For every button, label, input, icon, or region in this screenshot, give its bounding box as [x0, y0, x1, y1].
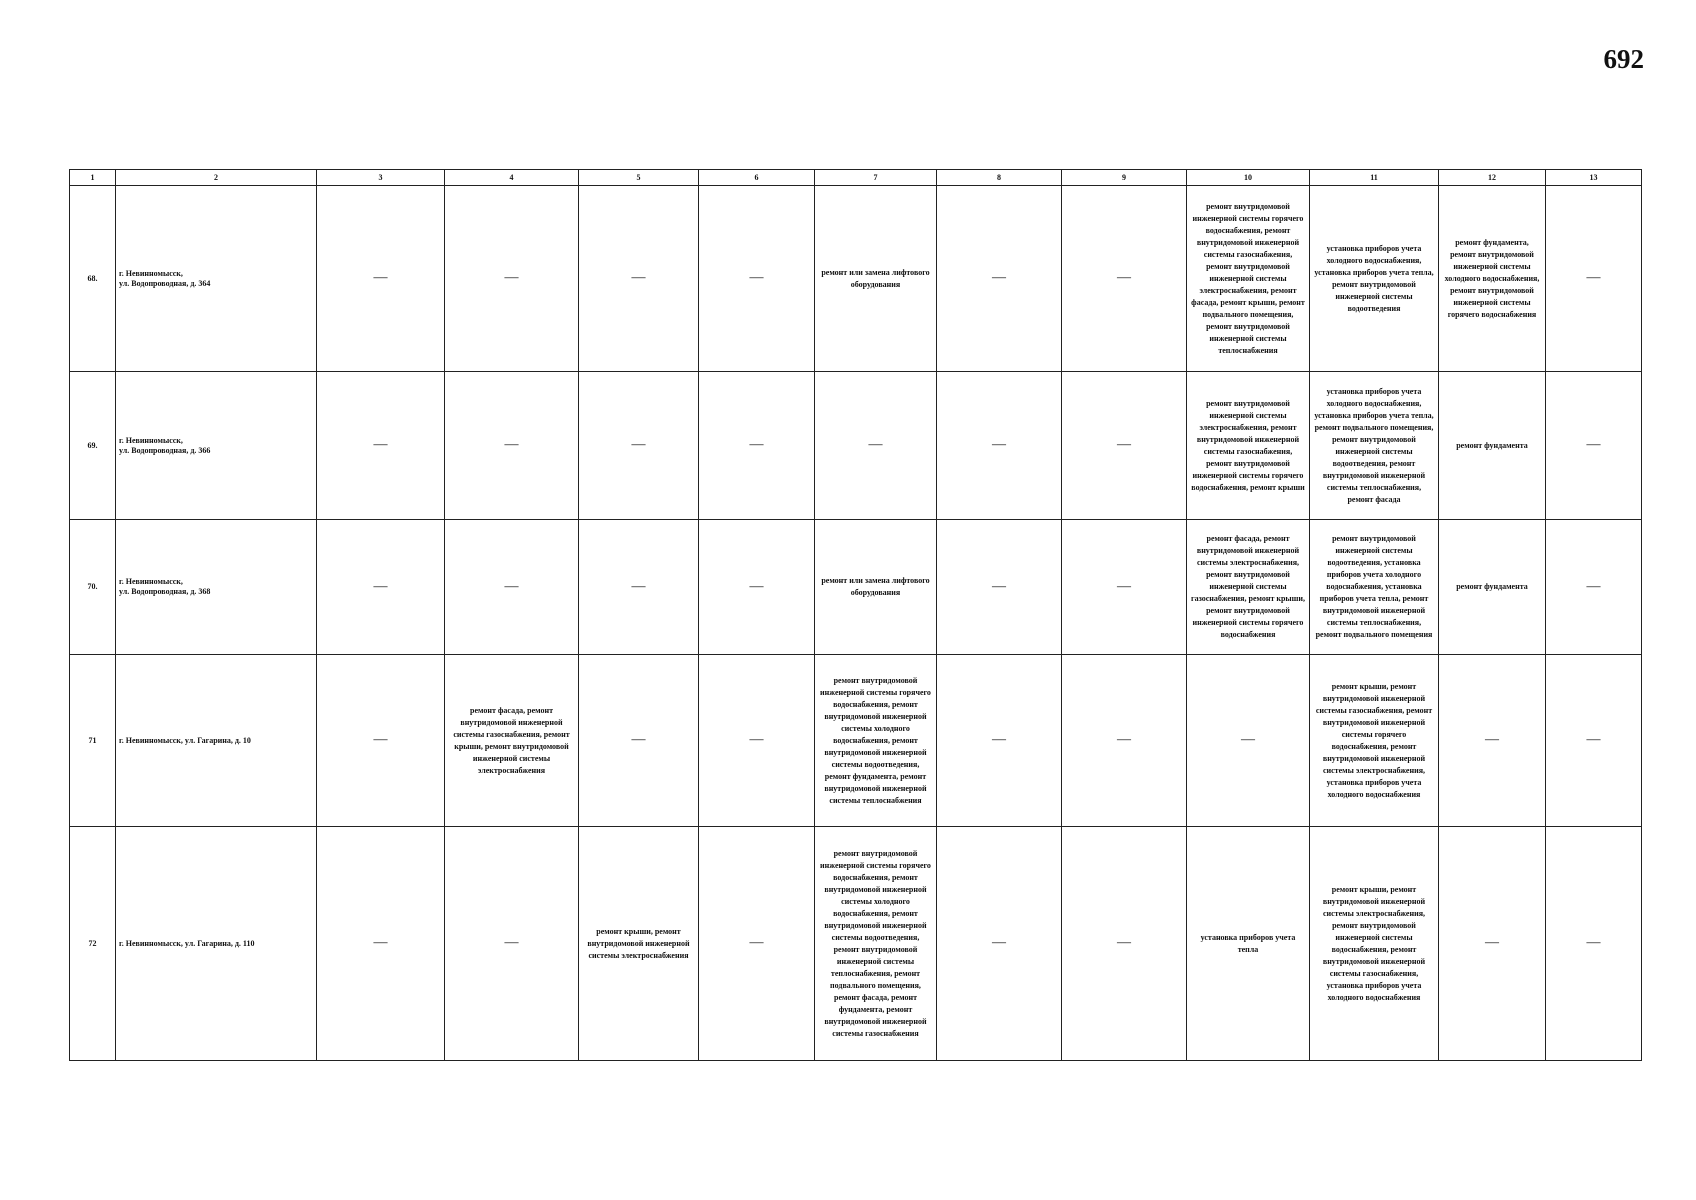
cell-6: —: [699, 520, 815, 655]
cell-6: —: [699, 655, 815, 827]
cell-11: ремонт крыши, ремонт внутридомовой инженерной системы газоснабжения, ремонт внутридомовой инженерной системы горячего водоснабжения, ремонт внутридомовой инженерной системы электроснабжения, установка приборов учета холодного водоснабжения: [1310, 655, 1439, 827]
cell-9: —: [1062, 827, 1187, 1061]
cell-4: —: [445, 186, 579, 372]
col-header-13: 13: [1546, 170, 1642, 186]
cell-13: —: [1546, 520, 1642, 655]
cell-3: —: [317, 655, 445, 827]
col-header-2: 2: [116, 170, 317, 186]
address-text: г. Невинномысск, ул. Гагарина, д. 110: [119, 938, 255, 948]
cell-3: —: [317, 372, 445, 520]
cell-9: —: [1062, 186, 1187, 372]
table-row: [70, 655, 1642, 827]
cell-12: ремонт фундамента: [1439, 372, 1546, 520]
row-number: 69.: [70, 372, 116, 520]
cell-3: —: [317, 520, 445, 655]
cell-10: ремонт внутридомовой инженерной системы электроснабжения, ремонт внутридомовой инженерной системы газоснабжения, ремонт внутридомовой инженерной системы горячего водоснабжения, ремонт крыши: [1187, 372, 1310, 520]
cell-3: —: [317, 186, 445, 372]
table-row: [70, 520, 1642, 655]
col-header-9: 9: [1062, 170, 1187, 186]
cell-6: —: [699, 372, 815, 520]
address-cell: [116, 827, 317, 1061]
col-header-7: 7: [815, 170, 937, 186]
row-number: 71: [70, 655, 116, 827]
col-header-6: 6: [699, 170, 815, 186]
cell-4: —: [445, 520, 579, 655]
cell-3: —: [317, 827, 445, 1061]
address-text: г. Невинномысск, ул. Водопроводная, д. 366: [119, 435, 211, 455]
page-number: 692: [1603, 44, 1644, 74]
table-row: [70, 827, 1642, 1061]
cell-8: —: [937, 827, 1062, 1061]
cell-7: ремонт внутридомовой инженерной системы горячего водоснабжения, ремонт внутридомовой инженерной системы холодного водоснабжения, ремонт внутридомовой инженерной системы водоотведения, ремонт внутридомовой инженерной системы теплоснабжения, ремонт подвального помещения, ремонт фасада, ремонт фундамента, ремонт внутридомовой инженерной системы газоснабжения: [815, 827, 937, 1061]
cell-5: —: [579, 655, 699, 827]
address-text: г. Невинномысск, ул. Водопроводная, д. 368: [119, 577, 211, 596]
cell-7: ремонт внутридомовой инженерной системы горячего водоснабжения, ремонт внутридомовой инженерной системы холодного водоснабжения, ремонт внутридомовой инженерной системы водоотведения, ремонт фундамента, ремонт внутридомовой инженерной системы теплоснабжения: [815, 655, 937, 827]
cell-8: —: [937, 520, 1062, 655]
cell-5: —: [579, 520, 699, 655]
cell-13: —: [1546, 372, 1642, 520]
row-number: 70.: [70, 520, 116, 655]
cell-4: —: [445, 827, 579, 1061]
address-cell: [116, 186, 317, 372]
cell-10: ремонт внутридомовой инженерной системы горячего водоснабжения, ремонт внутридомовой инженерной системы газоснабжения, ремонт внутридомовой инженерной системы электроснабжения, ремонт фасада, ремонт крыши, ремонт подвального помещения, ремонт внутридомовой инженерной системы теплоснабжения: [1187, 186, 1310, 372]
cell-5: —: [579, 186, 699, 372]
address-text: г. Невинномысск, ул. Гагарина, д. 10: [119, 735, 251, 745]
cell-4: —: [445, 372, 579, 520]
row-number: 68.: [70, 186, 116, 372]
col-header-3: 3: [317, 170, 445, 186]
address-cell: [116, 520, 317, 655]
col-header-8: 8: [937, 170, 1062, 186]
cell-5: ремонт крыши, ремонт внутридомовой инженерной системы электроснабжения: [579, 827, 699, 1061]
col-header-12: 12: [1439, 170, 1546, 186]
cell-11: установка приборов учета холодного водоснабжения, установка приборов учета тепла, ремонт подвального помещения, ремонт внутридомовой инженерной системы водоотведения, ремонт внутридомовой инженерной системы теплоснабжения, ремонт фасада: [1310, 372, 1439, 520]
cell-10: установка приборов учета тепла: [1187, 827, 1310, 1061]
col-header-5: 5: [579, 170, 699, 186]
cell-12: —: [1439, 827, 1546, 1061]
address-cell: [116, 372, 317, 520]
cell-10: ремонт фасада, ремонт внутридомовой инженерной системы электроснабжения, ремонт внутридомовой инженерной системы газоснабжения, ремонт крыши, ремонт внутридомовой инженерной системы горячего водоснабжения: [1187, 520, 1310, 655]
col-header-1: 1: [70, 170, 116, 186]
cell-12: ремонт фундамента: [1439, 520, 1546, 655]
address-text: г. Невинномысск, ул. Водопроводная, д. 364: [119, 268, 211, 288]
cell-13: —: [1546, 186, 1642, 372]
cell-12: —: [1439, 655, 1546, 827]
cell-8: —: [937, 372, 1062, 520]
cell-13: —: [1546, 827, 1642, 1061]
cell-6: —: [699, 186, 815, 372]
cell-11: установка приборов учета холодного водоснабжения, установка приборов учета тепла, ремонт внутридомовой инженерной системы водоотведения: [1310, 186, 1439, 372]
cell-7: —: [815, 372, 937, 520]
cell-13: —: [1546, 655, 1642, 827]
repair-schedule-table: [69, 169, 1642, 1061]
cell-12: ремонт фундамента, ремонт внутридомовой инженерной системы холодного водоснабжения, ремонт внутридомовой инженерной системы горячего водоснабжения: [1439, 186, 1546, 372]
cell-9: —: [1062, 655, 1187, 827]
cell-6: —: [699, 827, 815, 1061]
cell-9: —: [1062, 372, 1187, 520]
cell-8: —: [937, 186, 1062, 372]
col-header-11: 11: [1310, 170, 1439, 186]
table-row: [70, 186, 1642, 372]
col-header-10: 10: [1187, 170, 1310, 186]
col-header-4: 4: [445, 170, 579, 186]
cell-8: —: [937, 655, 1062, 827]
cell-4: ремонт фасада, ремонт внутридомовой инженерной системы газоснабжения, ремонт крыши, ремонт внутридомовой инженерной системы электроснабжения: [445, 655, 579, 827]
column-number-row: [70, 170, 1642, 186]
cell-7: ремонт или замена лифтового оборудования: [815, 186, 937, 372]
cell-7: ремонт или замена лифтового оборудования: [815, 520, 937, 655]
row-number: 72: [70, 827, 116, 1061]
address-cell: [116, 655, 317, 827]
cell-11: ремонт внутридомовой инженерной системы водоотведения, установка приборов учета холодного водоснабжения, установка приборов учета тепла, ремонт внутридомовой инженерной системы теплоснабжения, ремонт подвального помещения: [1310, 520, 1439, 655]
cell-11: ремонт крыши, ремонт внутридомовой инженерной системы электроснабжения, ремонт внутридомовой инженерной системы водоснабжения, ремонт внутридомовой инженерной системы газоснабжения, установка приборов учета холодного водоснабжения: [1310, 827, 1439, 1061]
cell-5: —: [579, 372, 699, 520]
cell-9: —: [1062, 520, 1187, 655]
table-row: [70, 372, 1642, 520]
cell-10: —: [1187, 655, 1310, 827]
